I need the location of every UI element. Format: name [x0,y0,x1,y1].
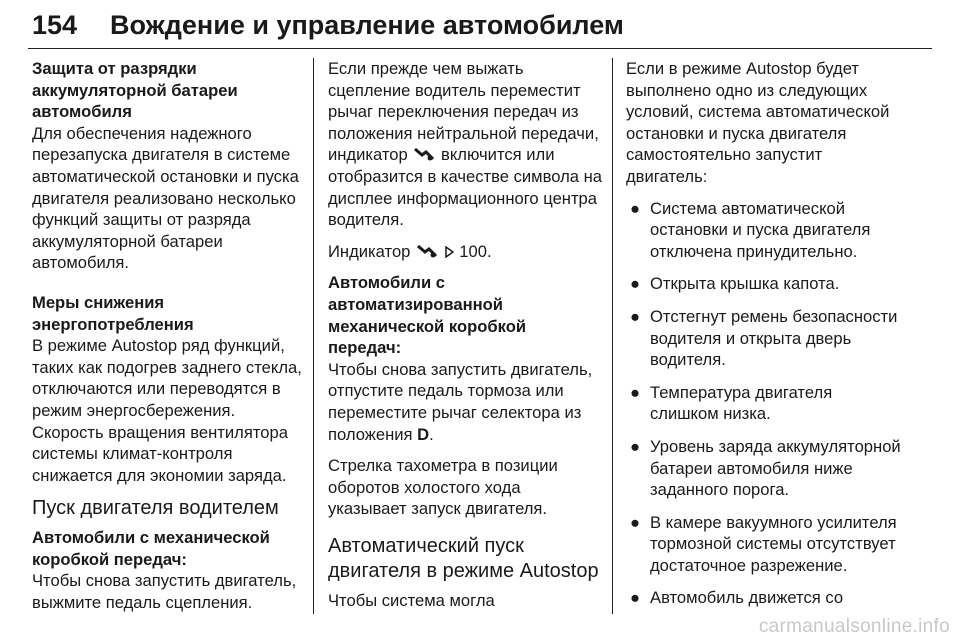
bullet-icon: ● [630,274,641,294]
page-number: 154 [32,10,78,40]
list-item [626,436,902,501]
condition-text: В камере вакуумного усилителя тормозной системы отсутствует достаточное разрежение. [650,512,897,575]
bullet-icon: ● [630,436,641,456]
condition-text: Система автоматической остановки и пуска двигателя отключена принудительно. [650,198,871,261]
driver-start-heading: Пуск двигателя водителем [32,497,279,520]
column-1 [32,58,304,612]
bullet-icon: ● [630,198,641,218]
bullet-icon: ● [630,306,641,326]
condition-text: Автомобиль движется со [650,588,844,608]
condition-text: Уровень заряда аккумуляторной батареи автомобиля ниже заданного порога. [650,436,901,500]
clutch-text-part: Если прежде чем выжать сцепление водитель переместит рычаг переключения передач из положения нейтральной передачи, индикатор [328,59,599,165]
indicator-label: Индикатор [328,241,411,261]
column-3 [626,58,902,612]
watermark[interactable]: carmanualsonline.info [758,616,950,637]
condition-text: Температура двигателя слишком низка. [650,382,833,424]
condition-text: Открыта крышка капота. [650,274,840,294]
heading-line: энергопотребления [32,314,194,334]
automated-gearbox-text [328,359,602,445]
column-divider [313,58,314,614]
bullet-icon: ● [630,382,641,402]
condition-text: Отстегнут ремень безопасности водителя и открыта дверь водителя. [650,306,898,370]
auto-text-part: . [429,424,434,444]
clutch-indicator-icon [417,244,437,258]
list-item [626,198,902,263]
conditions-list [626,198,902,612]
fan-speed-text: Скорость вращения вентилятора системы климат-контроля снижается для экономии заряда. [32,422,288,485]
arrow-right-icon [444,246,455,258]
tachometer-text: Стрелка тахометра в позиции оборотов холостого хода указывает запуск двигателя. [328,456,558,519]
heading-line: автомобиля [32,102,132,122]
heading-line: Меры снижения [32,292,165,312]
heading-line: Защита от разрядки [32,59,197,78]
conditions-intro: Если в режиме Autostop будет выполнено одно из следующих условий, система автоматической остановки и пуска двигателя самостоятельно запустит двигатель: [626,59,890,186]
running-head: Вождение и управление автомобилем [110,10,624,40]
auto-text-part: Чтобы снова запустить двигатель, отпустите педаль тормоза или переместите рычаг селектора из положения [328,359,593,444]
bullet-icon: ● [630,512,641,532]
column-2 [328,58,602,612]
manual-gearbox-text: Чтобы снова запустить двигатель, выжмите педаль сцепления. [32,571,297,612]
energy-saving-text: В режиме Autostop ряд функций, таких как подогрев заднего стекла, отключаются или переводятся в режим энергосбережения. [32,336,302,420]
clutch-indicator-icon [414,147,434,161]
manual-gearbox-heading: Автомобили с механической коробкой передач: [32,528,270,569]
list-item [626,382,902,425]
clutch-text-part: включится или отобразится в качестве символа на дисплее информационного центра водителя. [328,145,602,230]
page-header [28,4,932,49]
autostop-start-heading: Автоматический пуск двигателя в режиме Autostop [328,534,599,582]
column-divider [612,58,613,614]
list-item [626,273,902,295]
page-reference[interactable]: 100. [459,241,492,261]
list-item [626,306,902,371]
battery-protection-text: Для обеспечения надежного перезапуска двигателя в системе автоматической остановки и пуска двигателя реализовано несколько функций защиты от разряда аккумуляторной батареи автомобиля. [32,123,299,273]
automated-gearbox-heading: Автомобили с автоматизированной механической коробкой передач: [328,273,527,358]
energy-saving-heading [32,292,304,335]
clutch-warning-text [328,58,602,231]
heading-line: аккумуляторной батареи [32,80,238,100]
list-item [626,512,902,577]
list-item [626,587,902,612]
bullet-icon: ● [630,588,641,608]
selector-position-d: D [417,424,430,444]
autostop-start-text: Чтобы система могла [328,590,495,610]
indicator-reference [328,241,602,263]
battery-protection-heading [32,58,304,123]
